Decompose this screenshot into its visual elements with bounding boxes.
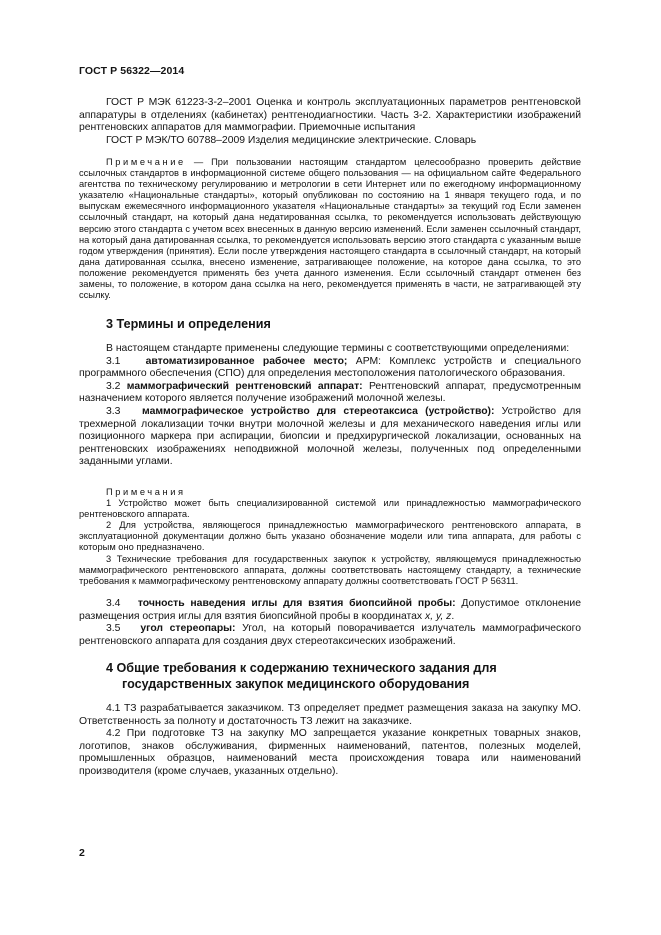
paragraph-4-1: 4.1 ТЗ разрабатывается заказчиком. ТЗ определяет предмет размещения заказа на закупку МО. Ответственность за полноту и достаточность ТЗ лежит на заказчике.	[79, 703, 581, 727]
reference-item: ГОСТ Р МЭК/ТО 60788–2009 Изделия медицинские электрические. Словарь	[106, 134, 477, 146]
section-3-intro: В настоящем стандарте применены следующие термины с соответствующими определениями:	[106, 343, 570, 354]
section-3-heading: 3 Термины и определения	[106, 317, 271, 331]
note-label: Примечание	[106, 157, 186, 167]
paragraph-4-2: 4.2 При подготовке ТЗ на закупку МО запрещается указание конкретных товарных знаков, логотипов, знаков обслуживания, фирменных наименований, патентов, полезных моделей, промышленных образцов, наименований места происхождения товара или наименований производителя (кроме случаев, указанных отдельно).	[79, 728, 581, 777]
note-item: 1 Устройство может быть специализированной системой или принадлежностью маммографического рентгеновского аппарата.	[79, 498, 581, 520]
note-item: 3 Технические требования для государственных закупок к устройству, являющемуся принадлежностью маммографического рентгеновского аппарата, должны соответствовать настоящему стандарту, а технические требования к маммографическому рентгеновскому аппарату должны соответствовать ГОСТ Р 56311.	[79, 553, 581, 586]
notes-label: Примечания	[106, 487, 186, 497]
document-header: ГОСТ Р 56322—2014	[79, 65, 185, 77]
note-item: 2 Для устройства, являющегося принадлежностью маммографического рентгеновского аппарата, в эксплуатационной документации должно быть указано обозначение модели или типа аппарата, для работы с которым оно предназначено.	[79, 520, 581, 553]
references-note	[79, 157, 581, 301]
section-4-heading: 4 Общие требования к содержанию технического задания для государственных закупок медицинского оборудования	[106, 661, 497, 691]
term-3-1: 3.1 автоматизированное рабочее место; АРМ: Комплекс устройств и специального программного обеспечения (СПО) для определения местоположения патологического образования.	[79, 355, 581, 380]
page-number: 2	[79, 847, 85, 859]
note-text: — При пользовании настоящим стандартом целесообразно проверить действие ссылочных стандартов в информационной системе общего пользования — на официальном сайте Федерального агентства по техническому регулированию и метрологии в сети Интернет или по ежегодному информационному указателю «Национальные стандарты», который опубликован по состоянию на 1 января текущего года, и по выпускам ежемесячного информационного указателя «Национальные стандарты» за текущий год Если заменен ссылочный стандарт, на который дана недатированная ссылка, то рекомендуется использовать действующую версию этого стандарта с учетом всех внесенных в данную версию изменений. Если заменен ссылочный стандарт, на который дана датированная ссылка, то рекомендуется использовать версию этого стандарта с указанным выше годом утверждения (принятия). Если после утверждения настоящего стандарта в ссылочный стандарт, на который дана датированная ссылка, внесено изменение, затрагивающее положение, на которое дана ссылка, то это положение рекомендуется применять без учета данного изменения. Если ссылочный стандарт отменен без замены, то положение, в котором дана ссылка на него, рекомендуется применять в части, не затрагивающей эту ссылку.	[79, 157, 581, 301]
section-4-body	[79, 703, 581, 779]
term-3-3-notes	[79, 487, 581, 587]
term-3-5: 3.5 угол стереопары: Угол, на который поворачивается излучатель маммографического рентгеновского аппарата для создания двух стереотаксических изображений.	[79, 623, 582, 647]
terms-3-4-3-5	[79, 598, 581, 648]
term-3-4: 3.4 точность наведения иглы для взятия биопсийной пробы: Допустимое отклонение размещения острия иглы для взятия биопсийной пробы в координатах x, y, z.	[79, 598, 581, 622]
normative-references	[79, 97, 581, 147]
section-3-body	[79, 343, 581, 469]
reference-item: ГОСТ Р МЭК 61223-3-2–2001 Оценка и контроль эксплуатационных параметров рентгеновской аппаратуры в отделениях (кабинетах) рентгенодиагностики. Часть 3-2. Характеристики изображений рентгеновских аппаратов для маммографии. Приемочные испытания	[79, 97, 581, 134]
term-3-3: 3.3 маммографическое устройство для стереотаксиса (устройство): Устройство для трехмерной локализации точки внутри молочной железы и для механического наведения иглы или позиционного маркера при аспирации, биопсии и предхирургической локализации, основанных на рентгеновских изображениях неподвижной молочной железы, полученных под определенными заданными углами.	[79, 405, 581, 468]
term-3-2: 3.2 маммографический рентгеновский аппарат: Рентгеновский аппарат, предусмотренным назначением которого является получение изображений молочной железы.	[79, 380, 582, 405]
